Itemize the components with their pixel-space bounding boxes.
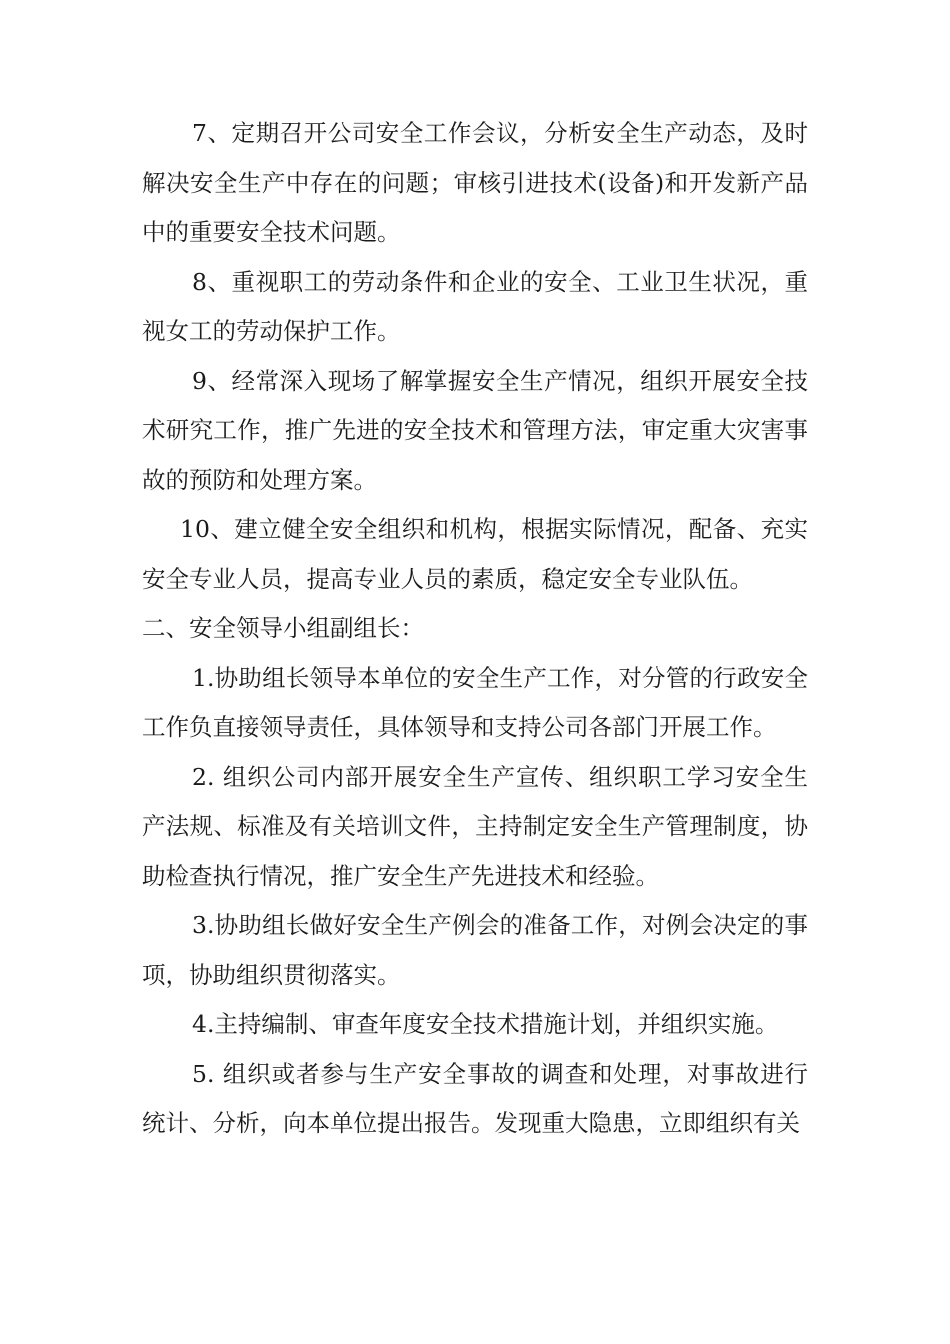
paragraph-duty-4: 4.主持编制、审查年度安全技术措施计划，并组织实施。	[192, 1010, 779, 1038]
paragraph-item-7: 7、定期召开公司安全工作会议，分析安全生产动态，及时解决安全生产中存在的问题；审核引进技术(设备)和开发新产品中的重要安全技术问题。	[142, 119, 808, 246]
paragraph-duty-5: 5. 组织或者参与生产安全事故的调查和处理，对事故进行统计、分析，向本单位提出报告。发现重大隐患，立即组织有关	[142, 1059, 808, 1137]
paragraph-duty-3: 3.协助组长做好安全生产例会的准备工作，对例会决定的事项，协助组织贯彻落实。	[142, 911, 808, 989]
document-body	[142, 109, 808, 1149]
paragraph-duty-2: 2. 组织公司内部开展安全生产宣传、组织职工学习安全生产法规、标准及有关培训文件，主持制定安全生产管理制度，协助检查执行情况，推广安全生产先进技术和经验。	[142, 762, 808, 890]
paragraph-item-9: 9、经常深入现场了解掌握安全生产情况，组织开展安全技术研究工作，推广先进的安全技术和管理方法，审定重大灾害事故的预防和处理方案。	[142, 366, 808, 494]
section-heading: 二、安全领导小组副组长：	[142, 614, 424, 642]
paragraph-item-10: 10、建立健全安全组织和机构，根据实际情况，配备、充实安全专业人员，提高专业人员的素质，稳定安全专业队伍。	[142, 515, 808, 593]
paragraph-duty-1: 1.协助组长领导本单位的安全生产工作，对分管的行政安全工作负直接领导责任，具体领导和支持公司各部门开展工作。	[142, 663, 808, 741]
paragraph-item-8: 8、重视职工的劳动条件和企业的安全、工业卫生状况，重视女工的劳动保护工作。	[142, 267, 808, 345]
